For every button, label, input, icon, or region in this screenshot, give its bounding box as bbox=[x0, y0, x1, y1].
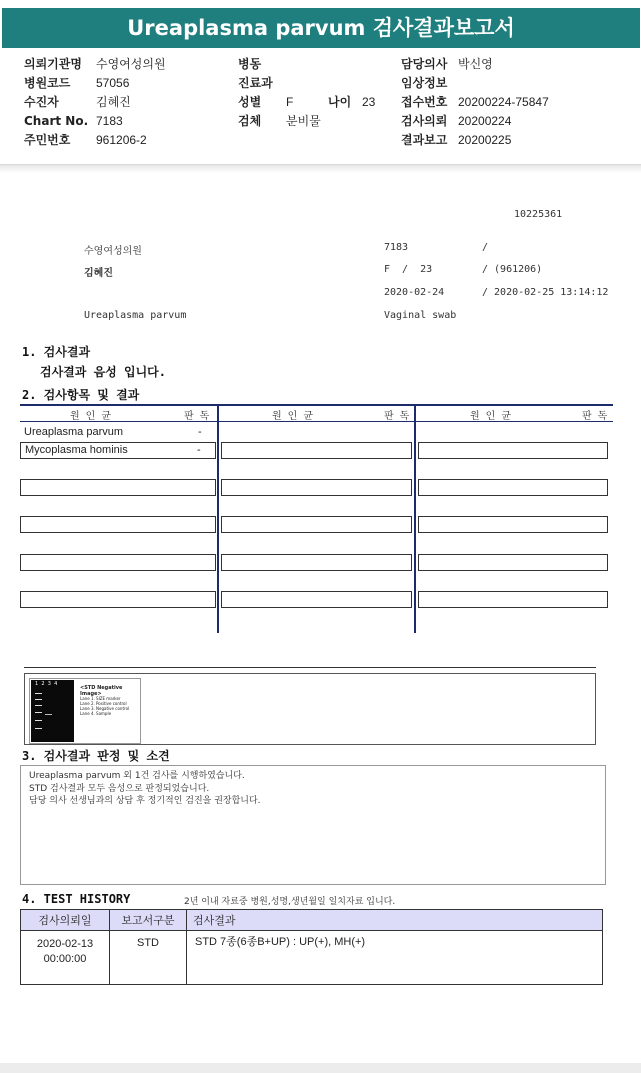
column-header-judge: 판 독 bbox=[184, 411, 210, 422]
header-label: 진료과 bbox=[238, 76, 273, 90]
opinion-box bbox=[20, 765, 606, 885]
header-value: 20200224-75847 bbox=[458, 95, 549, 109]
header-col-3 bbox=[401, 55, 549, 150]
history-header-date: 검사의뢰일 bbox=[21, 910, 110, 931]
header-value: 박신영 bbox=[458, 57, 493, 71]
gel-lane-numbers: 1 2 3 4 bbox=[35, 681, 58, 687]
info-patient: 김혜진 bbox=[84, 268, 113, 279]
page-footer-strip bbox=[0, 1063, 641, 1073]
history-row bbox=[21, 931, 603, 985]
info-birth: / (961206) bbox=[482, 264, 543, 275]
lab-code: 10225361 bbox=[514, 209, 563, 220]
header-label: 성별 bbox=[238, 95, 262, 109]
gel-band bbox=[35, 728, 42, 729]
header-label: 결과보고 bbox=[401, 133, 448, 147]
header-label: 의뢰기관명 bbox=[24, 57, 82, 71]
gel-band bbox=[35, 705, 42, 706]
header-value: 7183 bbox=[96, 114, 123, 128]
header-col-1 bbox=[24, 55, 166, 150]
info-test-name: Ureaplasma parvum bbox=[84, 310, 187, 321]
header-label: 검체 bbox=[238, 114, 262, 128]
gel-title: <STD Negative Image> bbox=[80, 685, 123, 697]
header-value: 분비물 bbox=[286, 114, 321, 128]
result-row-empty bbox=[418, 479, 608, 496]
info-specimen: Vaginal swab bbox=[384, 310, 457, 321]
info-clinic: 수영여성의원 bbox=[84, 246, 142, 257]
info-slash: / bbox=[482, 242, 489, 253]
history-note: 2년 이내 자료중 병원,성명,생년월일 일치자료 입니다. bbox=[184, 897, 396, 907]
gel-band bbox=[35, 712, 42, 713]
result-judge: - bbox=[198, 426, 202, 438]
info-report-datetime: / 2020-02-25 13:14:12 bbox=[482, 287, 609, 298]
header-value: 김혜진 bbox=[96, 95, 131, 109]
gel-band bbox=[45, 714, 52, 715]
result-row-empty bbox=[418, 442, 608, 459]
header-value: 961206-2 bbox=[96, 133, 147, 147]
result-row-empty bbox=[20, 554, 216, 571]
section-2-title: 2. 검사항목 및 결과 bbox=[22, 388, 140, 402]
history-time: 00:00:00 bbox=[43, 953, 87, 965]
column-header-organism: 원 인 균 bbox=[70, 411, 112, 422]
header-value: 20200225 bbox=[458, 133, 512, 147]
grid-top-rule bbox=[20, 404, 613, 406]
history-header-type: 보고서구분 bbox=[110, 910, 187, 931]
result-row-empty bbox=[20, 479, 216, 496]
header-label: 임상정보 bbox=[401, 76, 448, 90]
history-result: STD 7종(6종B+UP) : UP(+), MH(+) bbox=[187, 931, 603, 985]
report-title: Ureaplasma parvum 검사결과보고서 bbox=[2, 8, 640, 48]
header-label: 병동 bbox=[238, 57, 262, 71]
gel-legend-item: Lane 1. SIZE marker bbox=[80, 696, 121, 701]
gel-top-rule bbox=[24, 667, 596, 668]
column-header-organism: 원 인 균 bbox=[272, 411, 314, 422]
gel-band bbox=[35, 699, 42, 700]
result-row-empty bbox=[418, 554, 608, 571]
gel-legend-item: Lane 3. Negative control bbox=[80, 706, 130, 711]
opinion-line: STD 검사결과 모두 음성으로 판정되었습니다. bbox=[29, 783, 210, 794]
gel-image-frame bbox=[24, 673, 596, 745]
age-label: 나이 bbox=[328, 95, 352, 109]
result-row-empty bbox=[418, 591, 608, 608]
column-header-organism: 원 인 균 bbox=[470, 411, 512, 422]
history-date-cell bbox=[21, 931, 110, 985]
result-judge: - bbox=[197, 444, 201, 456]
header-label: 병원코드 bbox=[24, 76, 71, 90]
result-row-empty bbox=[20, 516, 216, 533]
header-col-2 bbox=[238, 55, 375, 131]
result-row-empty bbox=[418, 516, 608, 533]
info-sex-age: F / 23 bbox=[384, 264, 433, 275]
result-row-empty bbox=[221, 554, 412, 571]
section-1-title: 1. 검사결과 bbox=[22, 345, 91, 359]
result-organism: Mycoplasma hominis bbox=[25, 444, 128, 456]
result-row-empty bbox=[20, 591, 216, 608]
result-row-empty bbox=[221, 591, 412, 608]
gel-image bbox=[29, 678, 141, 744]
result-row bbox=[20, 442, 216, 459]
header-label: Chart No. bbox=[24, 114, 89, 128]
section-3-title: 3. 검사결과 판정 및 소견 bbox=[22, 749, 170, 763]
history-header-result: 검사결과 bbox=[187, 910, 603, 931]
gel-legend-item: Lane 4. Sample bbox=[80, 711, 112, 716]
gel-legend-item: Lane 2. Positive control bbox=[80, 701, 127, 706]
gel-band bbox=[35, 693, 42, 694]
info-request-date: 2020-02-24 bbox=[384, 287, 445, 298]
header-shadow bbox=[0, 165, 641, 173]
result-row-empty bbox=[221, 479, 412, 496]
gel-band bbox=[35, 720, 42, 721]
info-chart: 7183 bbox=[384, 242, 409, 253]
section-4-title: 4. TEST HISTORY bbox=[22, 892, 131, 906]
section-1-text: 검사결과 음성 입니다. bbox=[40, 365, 167, 379]
result-row-empty bbox=[221, 442, 412, 459]
header-label: 주민번호 bbox=[24, 133, 71, 147]
gel-legend bbox=[80, 696, 129, 716]
header-label: 검사의뢰 bbox=[401, 114, 448, 128]
header-label: 접수번호 bbox=[401, 95, 448, 109]
result-row-empty bbox=[221, 516, 412, 533]
history-table bbox=[20, 909, 603, 985]
column-header-judge: 판 독 bbox=[384, 411, 410, 422]
grid-divider bbox=[217, 405, 219, 633]
age-value: 23 bbox=[362, 95, 376, 109]
result-organism: Ureaplasma parvum bbox=[24, 426, 124, 438]
history-date: 2020-02-13 bbox=[36, 938, 94, 950]
header-value: F bbox=[286, 95, 294, 109]
header-value: 20200224 bbox=[458, 114, 512, 128]
history-type: STD bbox=[110, 931, 187, 985]
header-label: 담당의사 bbox=[401, 57, 448, 71]
column-header-judge: 판 독 bbox=[582, 411, 608, 422]
opinion-line: Ureaplasma parvum 외 1건 검사를 시행하였습니다. bbox=[29, 771, 245, 781]
grid-divider bbox=[414, 405, 416, 633]
header-label: 수진자 bbox=[24, 95, 59, 109]
header-value: 57056 bbox=[96, 76, 130, 90]
header-value: 수영여성의원 bbox=[96, 57, 166, 71]
gel-photo bbox=[31, 680, 74, 742]
opinion-line: 담당 의사 선생님과의 상담 후 정기적인 검진을 권장합니다. bbox=[29, 796, 261, 806]
